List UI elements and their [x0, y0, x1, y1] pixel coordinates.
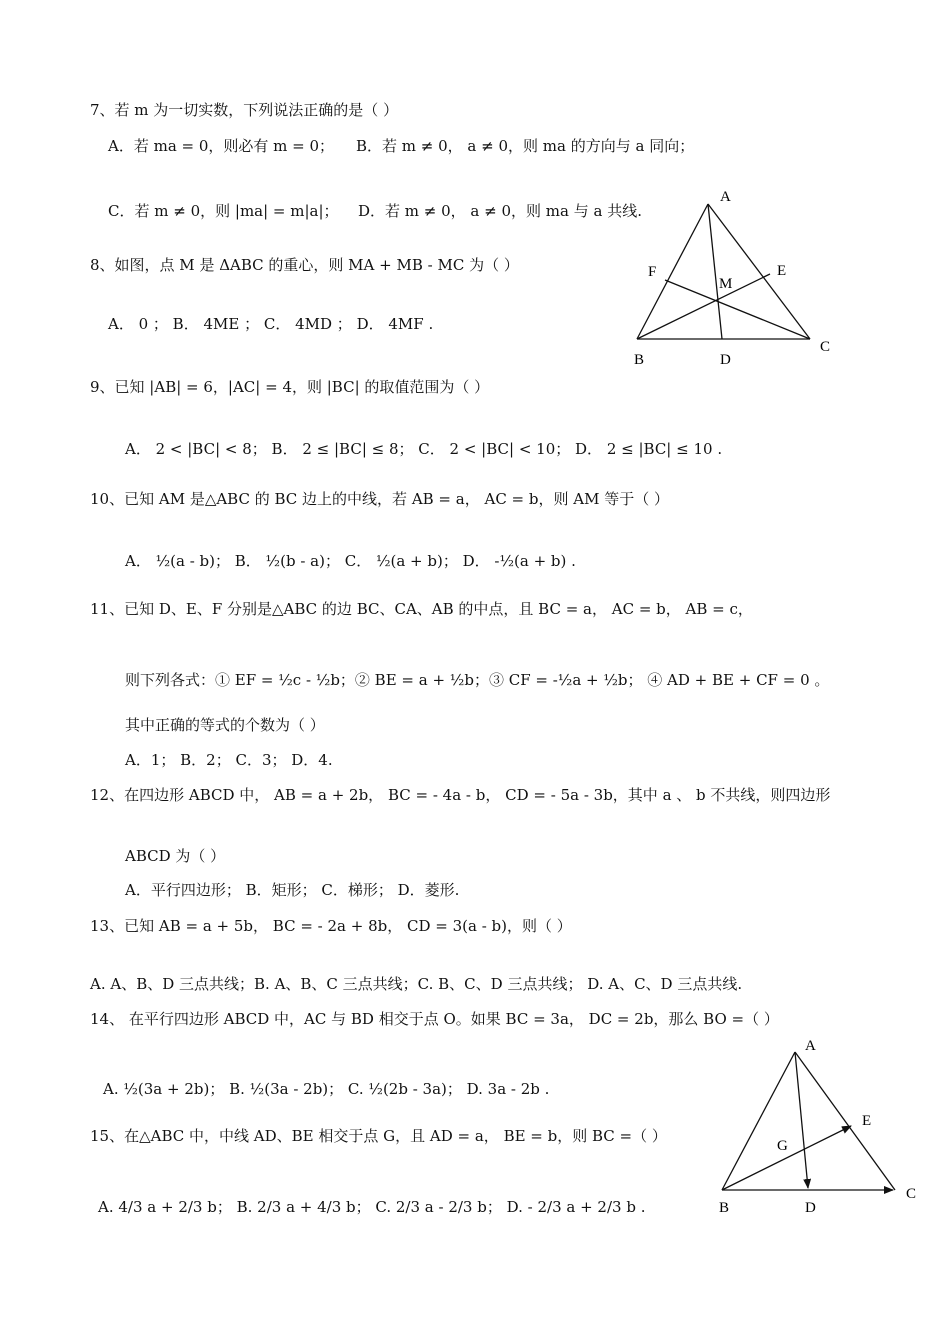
q11-question: 其中正确的等式的个数为（ ） — [125, 716, 325, 734]
point-label-f: F — [648, 264, 657, 280]
vertex-label-c: C — [906, 1186, 917, 1202]
q15-options: A. 4/3 a + 2/3 b； B. 2/3 a + 4/3 b； C. 2/3 a - 2/3 b； D. - 2/3 a + 2/3 b . — [98, 1198, 646, 1216]
q14-stem: 14、 在平行四边形 ABCD 中，AC 与 BD 相交于点 O。如果 BC = 3a， DC = 2b，那么 BO =（ ） — [90, 1010, 779, 1028]
median-be — [637, 274, 770, 339]
vector-be — [722, 1126, 851, 1190]
point-label-m: M — [719, 276, 733, 292]
q9-options: A． 2 < |BC| < 8； B． 2 ≤ |BC| ≤ 8； C． 2 < |BC| < 10； D． 2 ≤ |BC| ≤ 10 . — [125, 440, 723, 458]
q7-option-d: D．若 m ≠ 0， a ≠ 0，则 ma 与 a 共线. — [358, 202, 642, 220]
vertex-label-a: A — [805, 1038, 816, 1054]
side-ab — [722, 1052, 795, 1190]
q7-option-a: A．若 ma = 0，则必有 m = 0； — [108, 137, 335, 155]
median-ad — [708, 204, 722, 339]
q7-option-b: B．若 m ≠ 0， a ≠ 0，则 ma 的方向与 a 同向； — [356, 137, 695, 155]
q10-options: A． ½(a - b)； B． ½(b - a)； C． ½(a + b)； D． -½(a + b) . — [125, 552, 576, 570]
q8-stem: 8、如图，点 M 是 ΔABC 的重心，则 MA + MB - MC 为（ ） — [90, 256, 519, 274]
point-label-e: E — [862, 1113, 872, 1129]
q12-options: A．平行四边形； B．矩形； C．梯形； D．菱形. — [125, 881, 460, 899]
q11-options: A．1； B．2； C．3； D．4. — [125, 751, 333, 769]
q12-stem: 12、在四边形 ABCD 中， AB = a + 2b， BC = - 4a - b， CD = - 5a - 3b，其中 a 、 b 不共线，则四边形 — [90, 786, 831, 804]
q8-options: A． 0 ； B． 4ME ； C． 4MD ； D． 4MF . — [108, 315, 434, 333]
q15-stem: 15、在△ABC 中，中线 AD、BE 相交于点 G，且 AD = a， BE = b，则 BC =（ ） — [90, 1127, 667, 1145]
q13-stem: 13、已知 AB = a + 5b， BC = - 2a + 8b， CD = 3(a - b)，则（ ） — [90, 917, 572, 935]
side-ac — [795, 1052, 895, 1190]
vertex-label-a: A — [720, 189, 731, 205]
q13-options: A. A、B、D 三点共线；B. A、B、C 三点共线；C. B、C、D 三点共线； D. A、C、D 三点共线. — [90, 975, 743, 993]
q11-statements: 则下列各式：① EF = ½c - ½b；② BE = a + ½b；③ CF = -½a + ½b； ④ AD + BE + CF = 0 。 — [125, 671, 830, 689]
vector-triangle-figure — [705, 1030, 925, 1220]
vertex-label-b: B — [719, 1200, 730, 1216]
q7-stem: 7、若 m 为一切实数，下列说法正确的是（ ） — [90, 101, 399, 119]
q12-stem-line2: ABCD 为（ ） — [125, 847, 226, 865]
q14-options: A. ½(3a + 2b)； B. ½(3a - 2b)； C. ½(2b - 3a)； D. 3a - 2b . — [103, 1080, 550, 1098]
point-label-d: D — [720, 352, 731, 368]
q11-stem: 11、已知 D、E、F 分别是△ABC 的边 BC、CA、AB 的中点，且 BC = a， AC = b， AB = c， — [90, 600, 753, 618]
vertex-label-c: C — [820, 339, 831, 355]
centroid-triangle-figure — [620, 180, 840, 375]
q7-option-c: C．若 m ≠ 0，则 |ma| = m|a|； — [108, 202, 339, 220]
q10-stem: 10、已知 AM 是△ABC 的 BC 边上的中线，若 AB = a， AC = b，则 AM 等于（ ） — [90, 490, 669, 508]
point-label-g: G — [777, 1138, 788, 1154]
vertex-label-b: B — [634, 352, 645, 368]
point-label-e: E — [777, 263, 787, 279]
point-label-d: D — [805, 1200, 816, 1216]
vector-ad — [795, 1052, 808, 1188]
q9-stem: 9、已知 |AB| = 6，|AC| = 4，则 |BC| 的取值范围为（ ） — [90, 378, 490, 396]
